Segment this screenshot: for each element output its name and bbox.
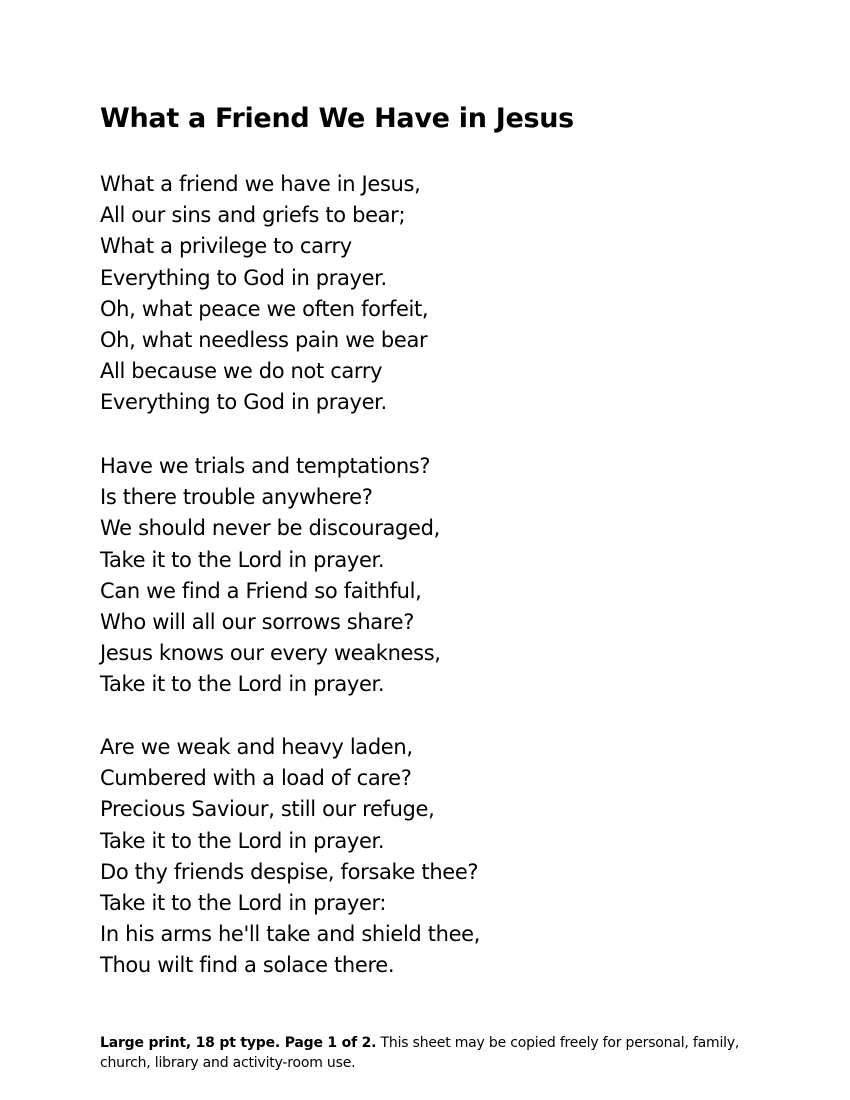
- lyric-line: Oh, what peace we often forfeit,: [100, 296, 429, 321]
- lyric-line: We should never be discouraged,: [100, 516, 440, 541]
- lyric-line: Cumbered with a load of care?: [100, 766, 412, 791]
- footer-note: [100, 1033, 740, 1073]
- lyric-line: Take it to the Lord in prayer:: [100, 891, 387, 916]
- lyric-line: Take it to the Lord in prayer.: [100, 672, 385, 697]
- stanza-2: [100, 451, 441, 701]
- lyric-line: What a privilege to carry: [100, 234, 352, 259]
- lyric-line: Oh, what needless pain we bear: [100, 328, 428, 353]
- lyric-line: Can we find a Friend so faithful,: [100, 578, 422, 603]
- lyric-line: All because we do not carry: [100, 359, 383, 384]
- lyric-line: Thou wilt find a solace there.: [100, 953, 395, 978]
- lyric-line: Precious Saviour, still our refuge,: [100, 797, 435, 822]
- lyric-line: Take it to the Lord in prayer.: [100, 828, 385, 853]
- lyric-line: In his arms he'll take and shield thee,: [100, 922, 481, 947]
- hymn-title: What a Friend We Have in Jesus: [100, 103, 574, 134]
- lyric-line: Do thy friends despise, forsake thee?: [100, 859, 479, 884]
- footer-bold-note: Large print, 18 pt type. Page 1 of 2.: [100, 1035, 377, 1051]
- lyric-line: Who will all our sorrows share?: [100, 610, 415, 635]
- stanza-1: [100, 169, 428, 419]
- lyric-line: Take it to the Lord in prayer.: [100, 547, 385, 572]
- lyric-line: Is there trouble anywhere?: [100, 485, 373, 510]
- lyric-line: Jesus knows our every weakness,: [100, 641, 441, 666]
- lyric-line: All our sins and griefs to bear;: [100, 203, 406, 228]
- lyric-line: Everything to God in prayer.: [100, 265, 387, 290]
- lyric-line: What a friend we have in Jesus,: [100, 172, 421, 196]
- stanza-3: [100, 732, 480, 982]
- lyric-line: Have we trials and temptations?: [100, 454, 431, 478]
- lyric-line: Are we weak and heavy laden,: [100, 735, 413, 759]
- footer-copy-note: This sheet may be copied freely for personal, family, church, library and activity-room use.: [100, 1035, 740, 1071]
- lyric-line: Everything to God in prayer.: [100, 390, 387, 415]
